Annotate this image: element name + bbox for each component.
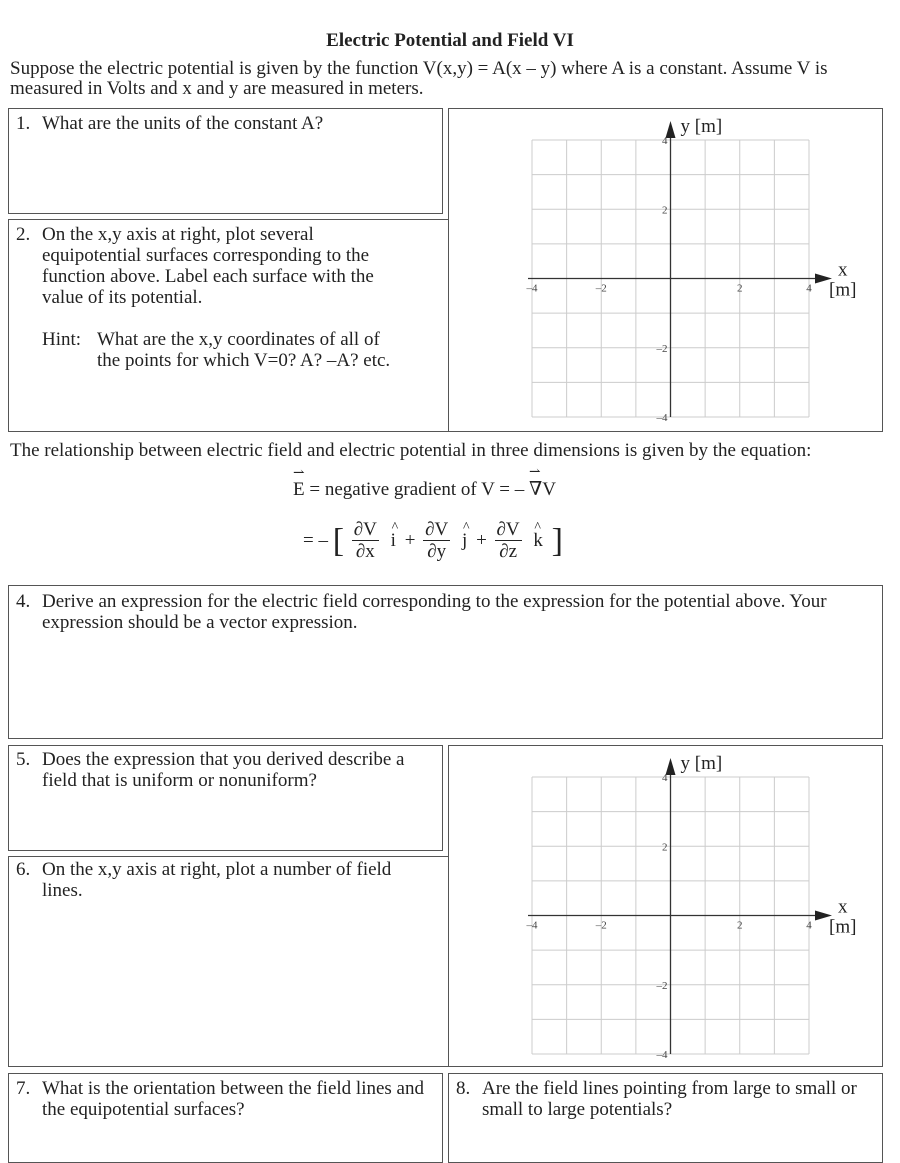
y-tick-label: –2: [656, 342, 668, 355]
x-tick-label: 4: [806, 282, 812, 295]
x-axis-label: x: [838, 896, 848, 918]
question-text: What is the orientation between the field lines and the equipotential surfaces?: [42, 1078, 424, 1120]
y-tick-label: –4: [656, 1049, 668, 1061]
question-6: [16, 859, 431, 901]
x-tick-label: –2: [595, 282, 607, 295]
question-text: On the x,y axis at right, plot several equipotential surfaces corresponding to the function above. Label each surface with the value of its potential.: [42, 224, 374, 308]
x-tick-label: 4: [806, 919, 812, 932]
denominator: ∂z: [499, 541, 518, 562]
question-8: [456, 1078, 876, 1120]
close-bracket: ]: [551, 522, 563, 560]
page-title: Electric Potential and Field VI: [326, 30, 574, 51]
x-axis-unit: [m]: [829, 916, 857, 938]
numerator: ∂V: [496, 519, 520, 540]
i-hat: ^ i: [391, 530, 396, 552]
equation-middle: = negative gradient of V = –: [309, 479, 525, 500]
x-tick-label: –4: [526, 282, 538, 295]
x-axis-label: x: [838, 259, 848, 281]
partial-y-fraction: [423, 520, 450, 563]
y-tick-label: 2: [662, 841, 668, 854]
hint-line-1: What are the x,y coordinates of all of: [97, 329, 380, 350]
y-axis-label: y [m]: [680, 116, 723, 137]
nabla-symbol: ⇀ ∇: [529, 478, 542, 501]
question-number: 2.: [16, 224, 31, 245]
question-number: 4.: [16, 591, 31, 612]
question-text: Does the expression that you derived describe a field that is uniform or nonuniform?: [42, 749, 405, 791]
denominator: ∂y: [427, 541, 447, 562]
question-text: On the x,y axis at right, plot a number of field lines.: [42, 859, 392, 901]
e-vector-symbol: ⇀ E: [293, 479, 305, 501]
x-tick-label: –4: [526, 919, 538, 932]
hint-label: Hint:: [42, 329, 82, 350]
question-2: [16, 224, 416, 308]
partial-z-fraction: [495, 520, 522, 563]
question-number: 1.: [16, 113, 31, 134]
relationship-text: The relationship between electric field and electric potential in three dimensions is given by the equation:: [10, 440, 812, 461]
x-axis-unit: [m]: [829, 279, 857, 301]
x-tick-label: 2: [737, 282, 743, 295]
equation-minus: = –: [303, 529, 328, 551]
question-number: 7.: [16, 1078, 31, 1099]
question-4: [16, 591, 876, 633]
field-equation-line-2: [303, 520, 563, 570]
question-number: 6.: [16, 859, 31, 880]
question-1: [16, 113, 436, 134]
open-bracket: [: [332, 522, 345, 560]
k-hat: ^ k: [533, 530, 543, 552]
field-lines-graph[interactable]: [448, 745, 883, 1067]
equipotential-graph[interactable]: [448, 108, 883, 432]
numerator: ∂V: [353, 519, 377, 540]
y-tick-label: 4: [662, 772, 668, 784]
y-tick-label: –2: [656, 979, 668, 992]
x-tick-label: –2: [595, 919, 607, 932]
y-tick-label: –4: [656, 412, 668, 424]
question-5: [16, 749, 431, 791]
question-number: 5.: [16, 749, 31, 770]
question-text: Derive an expression for the electric field corresponding to the expression for the potential above. Your expression should be a vector expression.: [42, 591, 827, 633]
question-number: 8.: [456, 1078, 471, 1099]
v-symbol: V: [542, 479, 557, 500]
y-tick-label: 2: [662, 204, 668, 217]
partial-x-fraction: [352, 520, 379, 563]
field-equation-line-1: [293, 478, 556, 501]
denominator: ∂x: [355, 541, 375, 562]
y-tick-label: 4: [662, 135, 668, 147]
plus-sign: +: [404, 529, 416, 551]
numerator: ∂V: [425, 519, 449, 540]
x-tick-label: 2: [737, 919, 743, 932]
question-7: [16, 1078, 436, 1120]
y-axis-label: y [m]: [680, 753, 723, 774]
hint-line-2: the points for which V=0? A? –A? etc.: [97, 350, 391, 371]
question-text: Are the field lines pointing from large to small or small to large potentials?: [482, 1078, 857, 1120]
intro-text: Suppose the electric potential is given by the function V(x,y) = A(x – y) where A is a constant. Assume V is measured in Volts and x and y are measured in meters.: [10, 58, 828, 99]
plus-sign: +: [476, 529, 487, 551]
j-hat: ^ j: [462, 530, 467, 552]
question-text: What are the units of the constant A?: [42, 113, 324, 134]
